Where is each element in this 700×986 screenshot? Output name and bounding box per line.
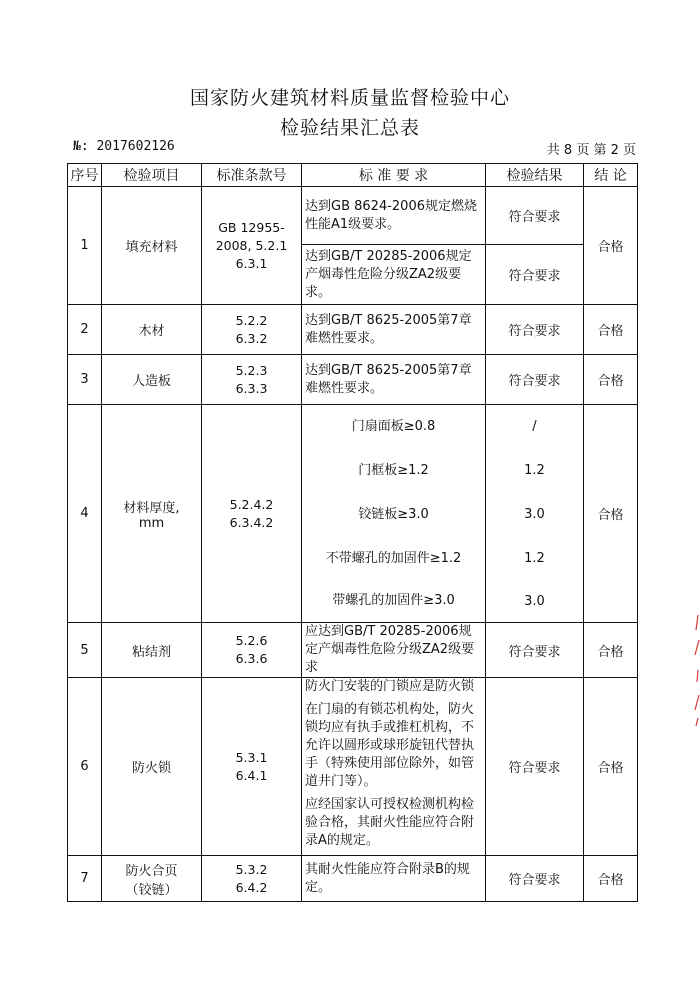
requirement-text — [302, 678, 486, 856]
clause-line: GB 12955- — [218, 219, 285, 235]
item-name: 人造板 — [102, 355, 202, 405]
result-text: 1.2 — [486, 449, 584, 493]
page-info: 共 8 页 第 2 页 — [546, 143, 636, 158]
item-name: 防火锁 — [102, 678, 202, 856]
conclusion-text: 合格 — [584, 355, 638, 405]
requirement-text: 其耐火性能应符合附录B的规定。 — [302, 856, 486, 902]
conclusion-text: 合格 — [584, 856, 638, 902]
report-number: №: 2017602126 — [73, 139, 175, 154]
item-name: 填充材料 — [102, 187, 202, 305]
requirement-text: 门框板≥1.2 — [302, 449, 486, 493]
result-text: 符合要求 — [486, 678, 584, 856]
result-text: 符合要求 — [486, 355, 584, 405]
result-text: 符合要求 — [486, 856, 584, 902]
clause-line: 5.2.4.2 — [229, 496, 274, 512]
col-header-result: 检验结果 — [486, 164, 584, 187]
clause-numbers — [202, 305, 302, 355]
row-number: 2 — [68, 305, 102, 355]
col-header-clause: 标准条款号 — [202, 164, 302, 187]
clause-line: 2008, 5.2.1 — [215, 237, 288, 253]
result-text: 符合要求 — [486, 245, 584, 305]
requirement-text: 铰链板≥3.0 — [302, 493, 486, 537]
clause-line: 6.3.6 — [235, 651, 268, 666]
result-text: 3.0 — [486, 493, 584, 537]
clause-line: 5.3.2 — [235, 861, 268, 877]
requirement-paragraph: 在门扇的有锁芯机构处，防火锁均应有执手或推杠机构，不允许以圆形或球形旋钮代替执手（特殊使用部位除外，如管道井门等）。 — [305, 702, 475, 789]
item-name-sub: （铰链） — [125, 882, 178, 898]
table-row — [68, 623, 638, 678]
requirement-text: 达到GB 8624-2006规定燃烧性能A1级要求。 — [302, 187, 486, 245]
table-row — [68, 856, 638, 902]
clause-line: 6.3.3 — [235, 380, 268, 396]
col-header-no: 序号 — [68, 164, 102, 187]
table-header-row — [68, 164, 638, 187]
col-header-conclusion: 结 论 — [584, 164, 638, 187]
clause-numbers — [202, 623, 302, 678]
col-header-requirement: 标 准 要 求 — [302, 164, 486, 187]
table-row — [68, 305, 638, 355]
row-number: 7 — [68, 856, 102, 902]
row-number: 4 — [68, 405, 102, 623]
conclusion-text: 合格 — [584, 678, 638, 856]
row-number: 5 — [68, 623, 102, 678]
conclusion-text: 合格 — [584, 623, 638, 678]
col-header-item: 检验项目 — [102, 164, 202, 187]
requirement-text: 门扇面板≥0.8 — [302, 405, 486, 449]
clause-numbers — [202, 405, 302, 623]
table-row — [68, 678, 638, 856]
row-number: 3 — [68, 355, 102, 405]
clause-line: 5.2.2 — [235, 312, 268, 328]
clause-line: 6.3.1 — [235, 255, 268, 271]
org-title: 国家防火建筑材料质量监督检验中心 — [189, 87, 510, 109]
clause-line: 6.4.1 — [235, 767, 268, 783]
requirement-text: 达到GB/T 20285-2006规定产烟毒性危险分级ZA2级要求。 — [302, 245, 486, 305]
item-name-line: 防火合页 — [125, 863, 178, 879]
requirement-text: 应达到GB/T 20285-2006规定产烟毒性危险分级ZA2级要求 — [302, 623, 486, 678]
table-row — [68, 355, 638, 405]
clause-numbers — [202, 678, 302, 856]
conclusion-text: 合格 — [584, 405, 638, 623]
result-text: 符合要求 — [486, 187, 584, 245]
clause-numbers — [202, 856, 302, 902]
item-name: 粘结剂 — [102, 623, 202, 678]
requirement-paragraph: 应经国家认可授权检测机构检验合格，其耐火性能应符合附录A的规定。 — [305, 797, 475, 848]
results-table — [67, 163, 638, 902]
item-name — [102, 856, 202, 902]
clause-numbers — [202, 187, 302, 305]
table-row — [68, 405, 638, 449]
row-number: 1 — [68, 187, 102, 305]
result-text: 符合要求 — [486, 623, 584, 678]
doc-title: 检验结果汇总表 — [279, 117, 420, 139]
item-name: 木材 — [102, 305, 202, 355]
conclusion-text: 合格 — [584, 187, 638, 305]
item-name — [102, 405, 202, 623]
result-text: 3.0 — [486, 581, 584, 623]
requirement-text: 达到GB/T 8625-2005第7章难燃性要求。 — [302, 305, 486, 355]
clause-numbers — [202, 355, 302, 405]
clause-line: 6.3.2 — [235, 330, 268, 346]
requirement-text: 达到GB/T 8625-2005第7章难燃性要求。 — [302, 355, 486, 405]
seal-edge-mark — [692, 610, 700, 730]
item-name-line: 材料厚度, — [123, 500, 180, 516]
conclusion-text: 合格 — [584, 305, 638, 355]
clause-line: 5.3.1 — [235, 749, 268, 765]
result-text: 符合要求 — [486, 305, 584, 355]
requirement-paragraph: 防火门安装的门锁应是防火锁 — [305, 679, 475, 694]
clause-line: 5.2.3 — [235, 362, 268, 378]
table-row — [68, 187, 638, 245]
clause-line: 6.4.2 — [235, 879, 268, 895]
requirement-text: 不带螺孔的加固件≥1.2 — [302, 537, 486, 581]
clause-line: 5.2.6 — [235, 633, 268, 648]
result-text: / — [486, 405, 584, 449]
result-text: 1.2 — [486, 537, 584, 581]
row-number: 6 — [68, 678, 102, 856]
clause-line: 6.3.4.2 — [229, 514, 274, 530]
requirement-text: 带螺孔的加固件≥3.0 — [302, 581, 486, 623]
item-unit: mm — [138, 515, 165, 531]
